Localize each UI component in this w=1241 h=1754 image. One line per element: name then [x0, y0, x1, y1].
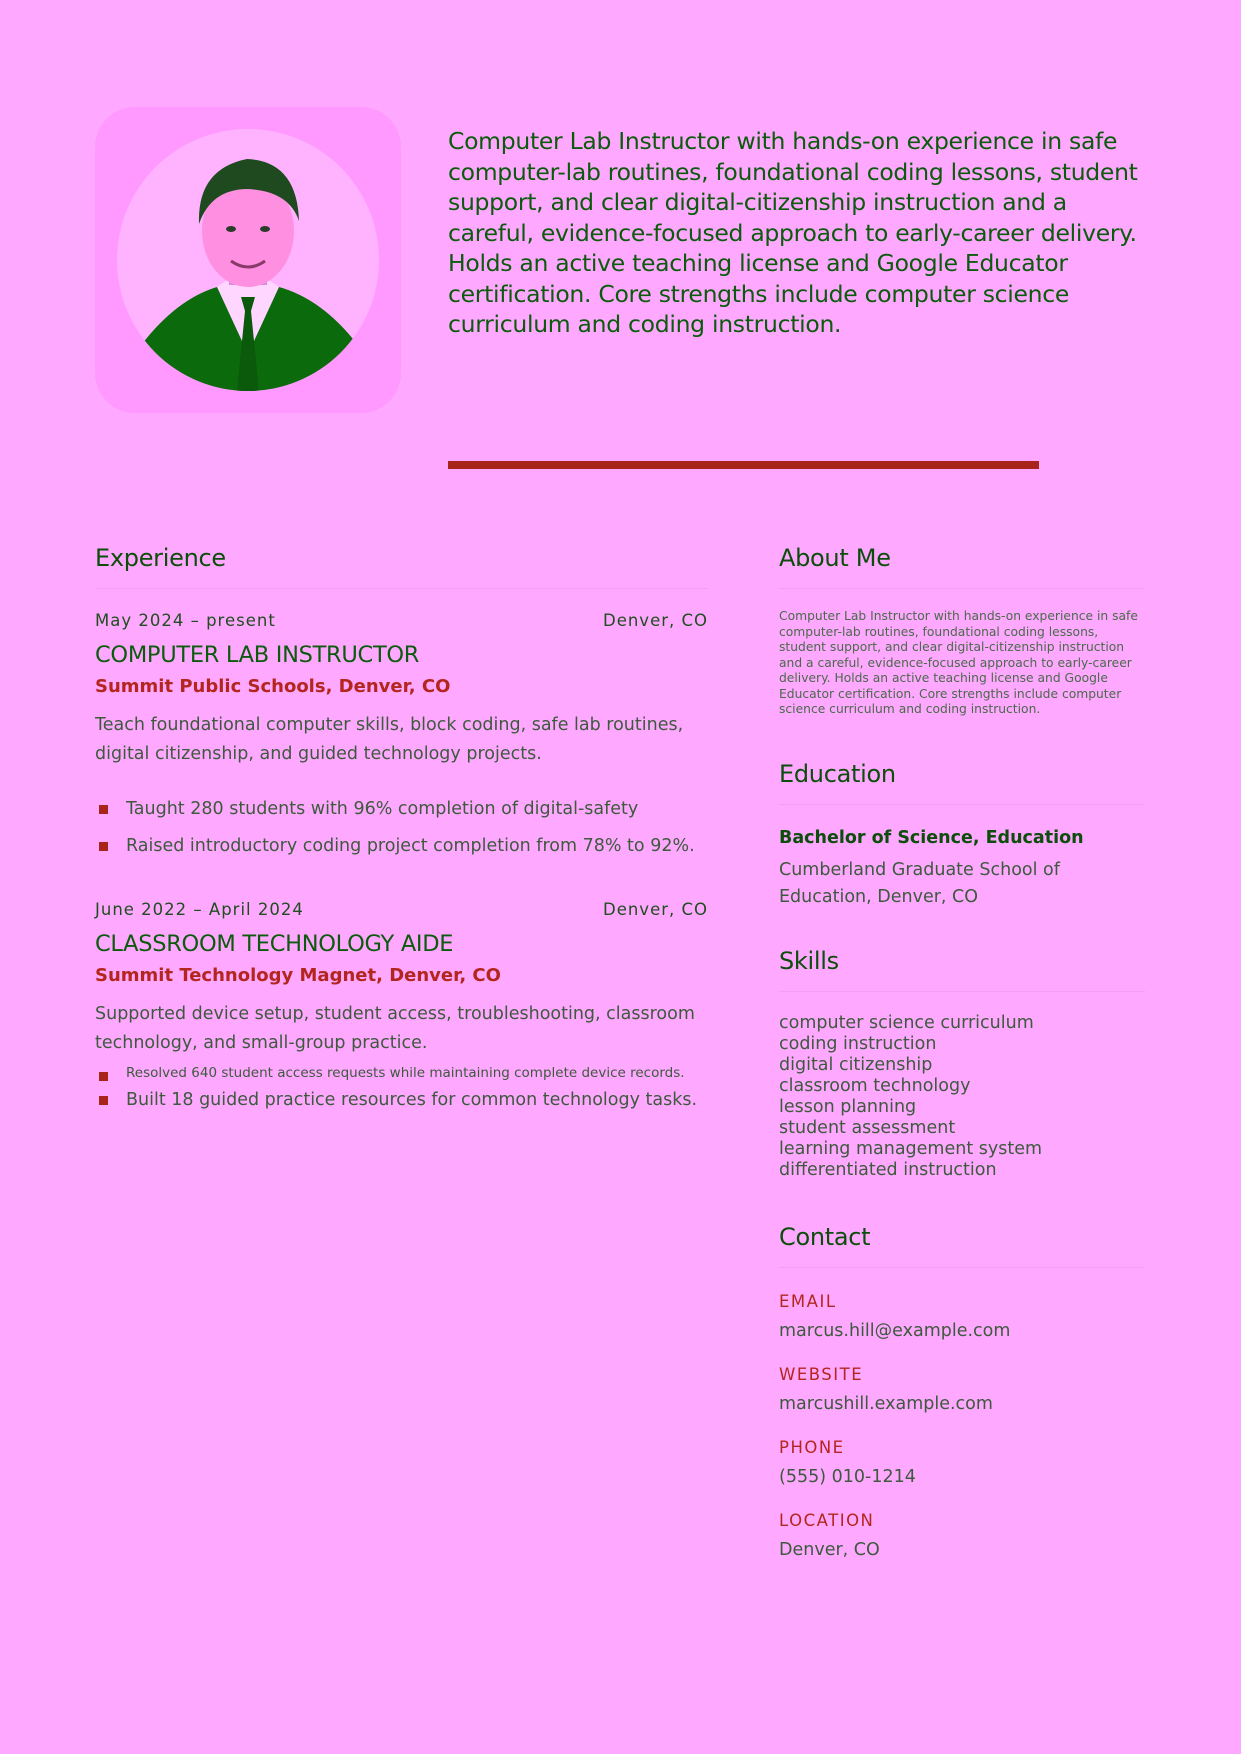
accent-divider [448, 461, 1039, 469]
job-achievements [95, 1065, 708, 1111]
skill-item: coding instruction [779, 1033, 937, 1054]
bullet-square-icon [99, 842, 108, 851]
location-label: LOCATION [779, 1510, 875, 1530]
job-description: Teach foundational computer skills, block coding, safe lab routines, digital citizenship, and guided technology projects. [95, 715, 684, 764]
email-link[interactable]: marcus.hill@example.com [779, 1320, 1011, 1341]
phone-value[interactable]: (555) 010-1214 [779, 1466, 916, 1487]
skill-item: digital citizenship [779, 1054, 933, 1075]
skill-item: classroom technology [779, 1075, 971, 1096]
job-achievements [95, 798, 708, 857]
skills-list [779, 1013, 1145, 1181]
bullet-square-icon [99, 1072, 108, 1081]
education-heading: Education [779, 759, 896, 788]
skill-item: student assessment [779, 1117, 956, 1138]
bullet-square-icon [99, 805, 108, 814]
sidebar-column [779, 540, 1145, 1560]
skill-item: differentiated instruction [779, 1159, 997, 1180]
job-entry [95, 900, 708, 1111]
experience-column [95, 540, 708, 1111]
achievement-text: Built 18 guided practice resources for common technology tasks. [126, 1090, 698, 1110]
job-location: Denver, CO [602, 900, 708, 919]
profile-summary: Computer Lab Instructor with hands-on experience in safe computer-lab routines, foundational coding lessons, student support, and clear digital-citizenship instruction and a careful, evidence-focused approach to early-career delivery. Holds an active teaching license and Google Educator certification. Core strengths include computer science curriculum and coding instruction. [448, 127, 1138, 338]
skill-item: computer science curriculum [779, 1012, 1034, 1033]
section-divider [779, 588, 1145, 589]
bullet-square-icon [99, 1096, 108, 1105]
achievement-item [95, 1089, 708, 1111]
job-employer: Summit Public Schools, Denver, CO [95, 676, 451, 697]
contact-heading: Contact [779, 1222, 871, 1251]
section-divider [95, 588, 708, 589]
email-label: EMAIL [779, 1291, 837, 1311]
section-divider [779, 804, 1145, 805]
skill-item: learning management system [779, 1138, 1043, 1159]
about-text: Computer Lab Instructor with hands-on experience in safe computer-lab routines, foundational coding lessons, student support, and clear digital-citizenship instruction and a careful, evidence-focused approach to early-career delivery. Holds an active teaching license and Google Educator certification. Core strengths include computer science curriculum and coding instruction. [779, 609, 1138, 716]
achievement-item [95, 1065, 708, 1082]
job-entry [95, 611, 708, 857]
skill-item: lesson planning [779, 1096, 917, 1117]
profile-photo-frame [95, 107, 401, 413]
profile-photo [117, 129, 379, 391]
achievement-text: Resolved 640 student access requests while maintaining complete device records. [126, 1065, 685, 1081]
job-location: Denver, CO [602, 611, 708, 630]
website-link[interactable]: marcushill.example.com [779, 1393, 993, 1414]
achievement-text: Taught 280 students with 96% completion of digital-safety [126, 799, 639, 819]
website-label: WEBSITE [779, 1364, 864, 1384]
education-school: Cumberland Graduate School of Education, Denver, CO [779, 859, 1060, 907]
section-divider [779, 991, 1145, 992]
achievement-item [95, 835, 708, 857]
phone-label: PHONE [779, 1437, 845, 1457]
achievement-text: Raised introductory coding project completion from 78% to 92%. [126, 836, 695, 856]
job-meta [95, 900, 708, 919]
section-divider [779, 1267, 1145, 1268]
job-employer: Summit Technology Magnet, Denver, CO [95, 965, 501, 986]
location-value: Denver, CO [779, 1539, 880, 1560]
job-dates: June 2022 – April 2024 [95, 900, 304, 919]
job-title: COMPUTER LAB INSTRUCTOR [95, 642, 420, 668]
education-degree: Bachelor of Science, Education [779, 827, 1084, 848]
experience-heading: Experience [95, 544, 226, 572]
job-meta [95, 611, 708, 630]
job-dates: May 2024 – present [95, 611, 276, 630]
job-title: CLASSROOM TECHNOLOGY AIDE [95, 931, 454, 957]
achievement-item [95, 798, 708, 820]
job-description: Supported device setup, student access, troubleshooting, classroom technology, and small-group practice. [95, 1004, 695, 1053]
skills-heading: Skills [779, 946, 839, 975]
about-heading: About Me [779, 544, 891, 572]
